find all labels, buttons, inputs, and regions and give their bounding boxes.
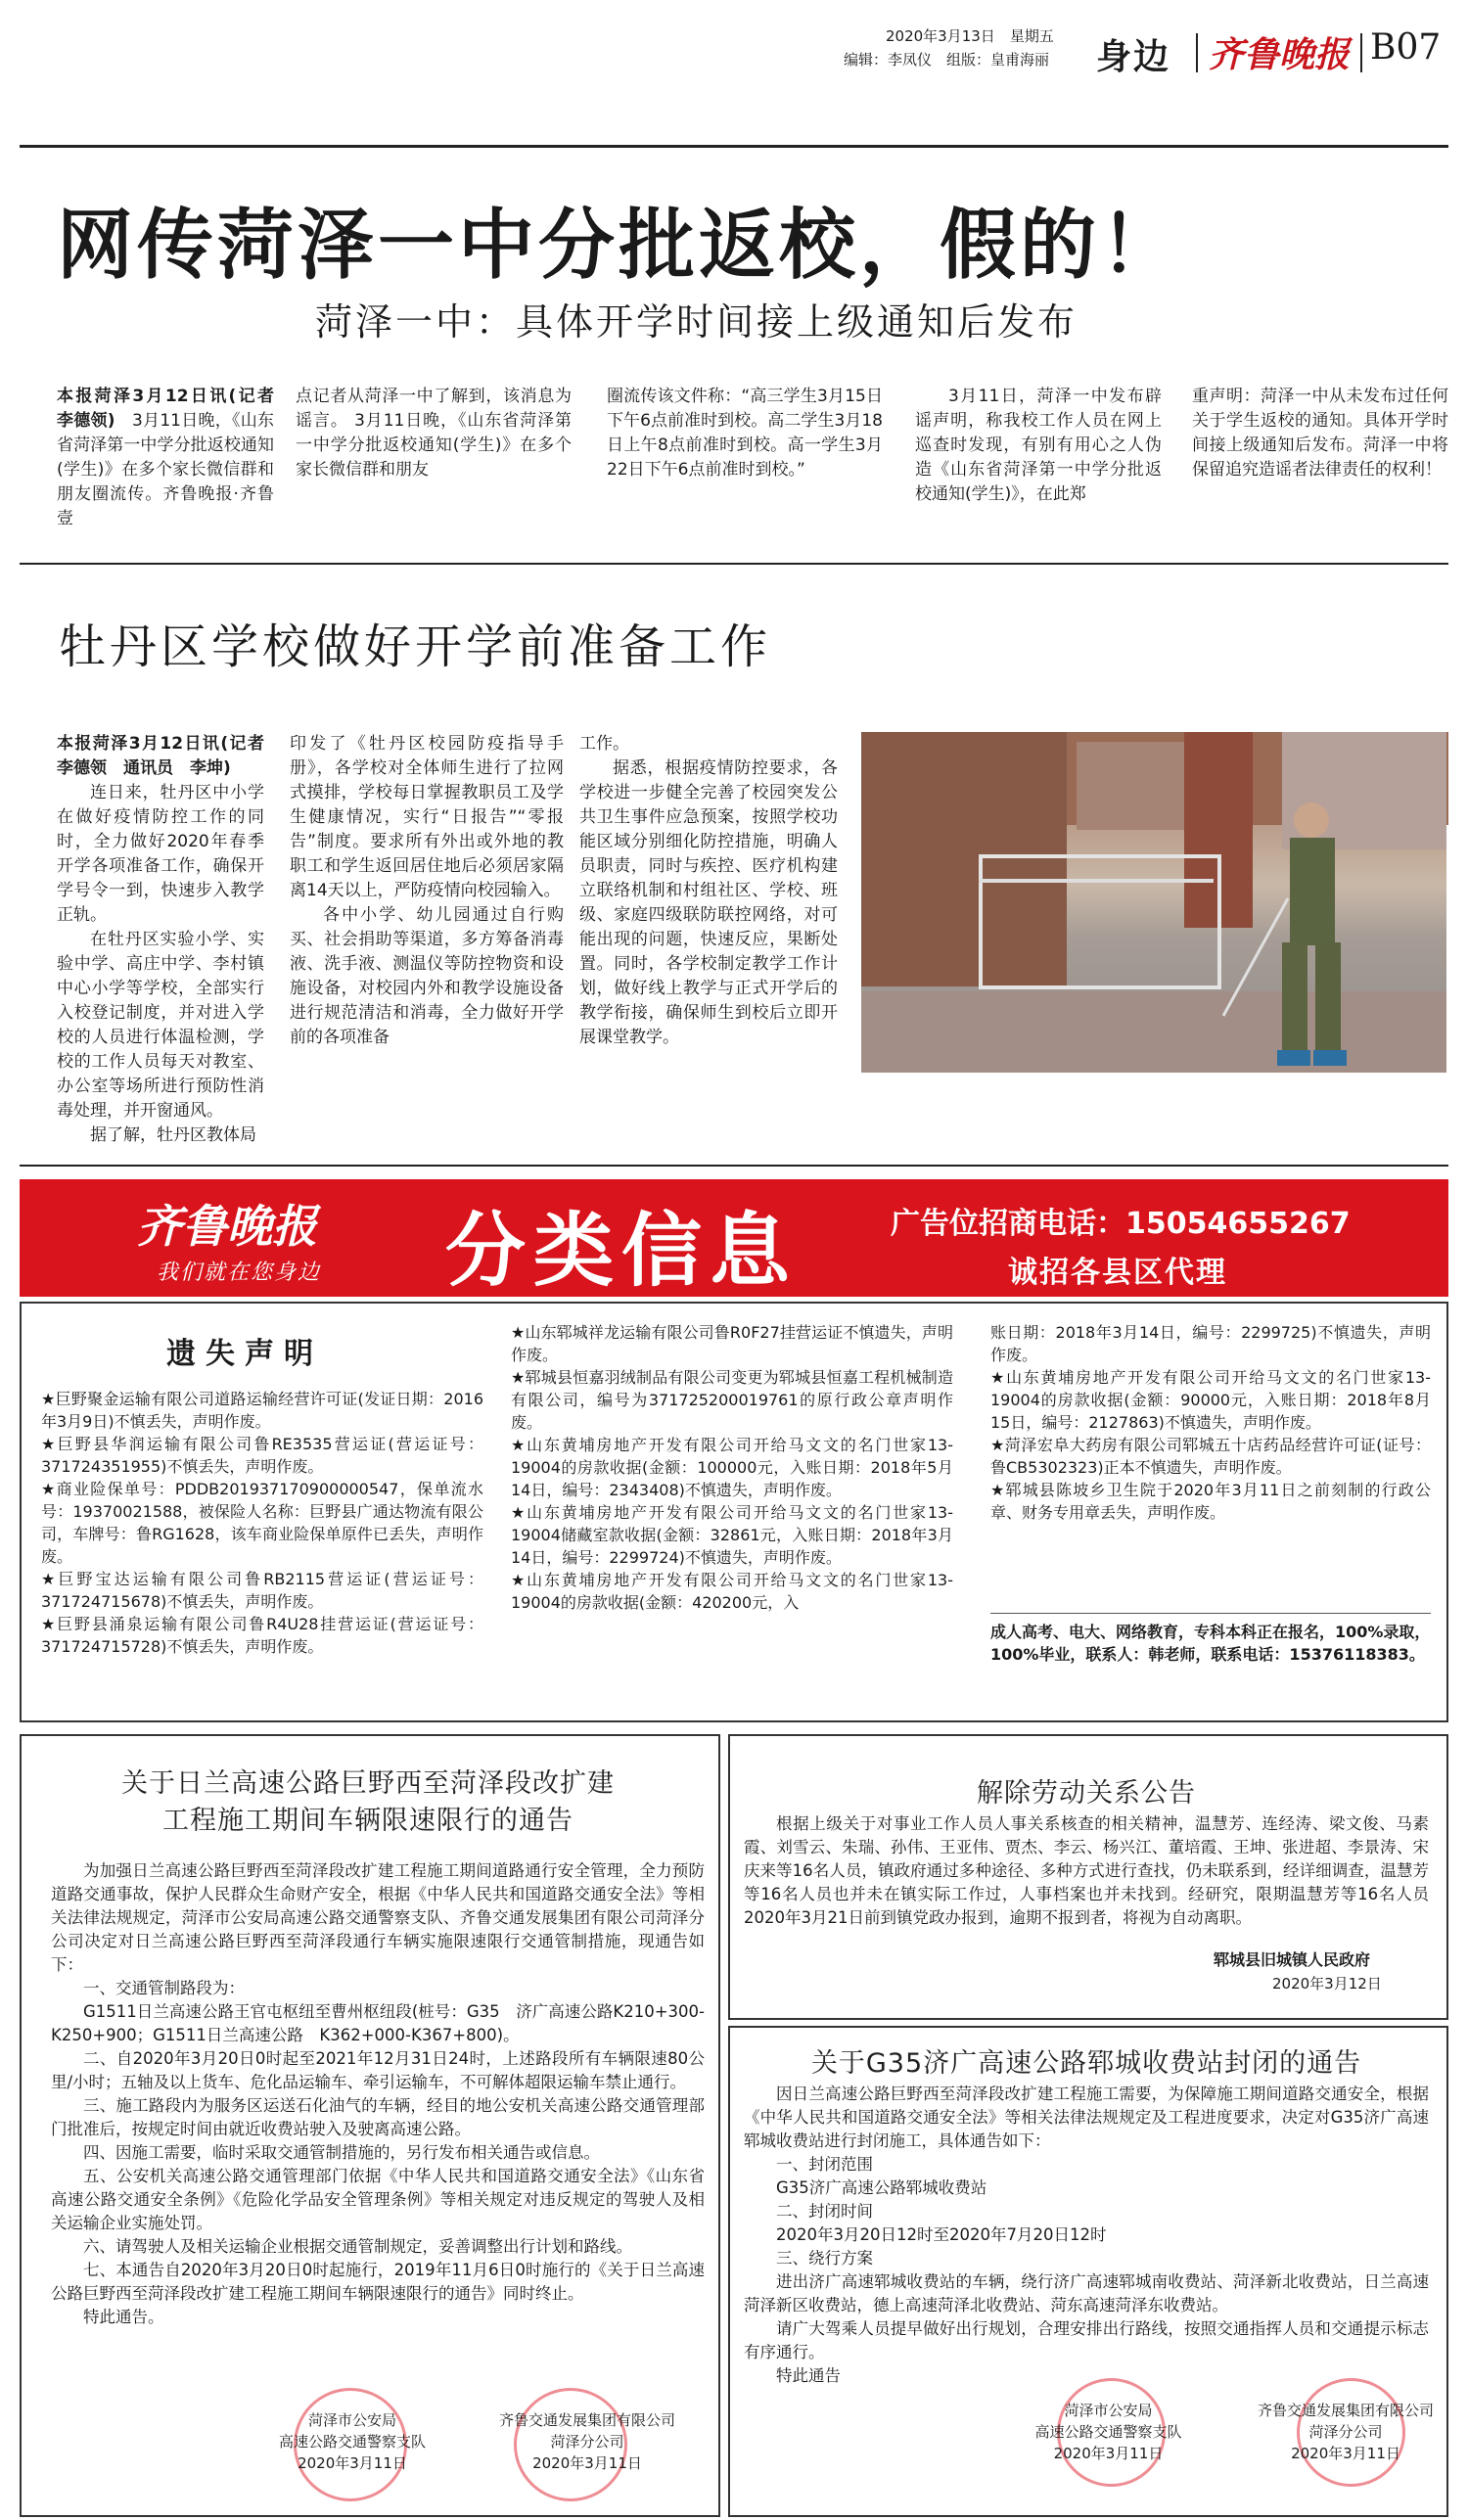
banner-slogan: 我们就在您身边 <box>157 1260 322 1285</box>
classified-banner <box>20 1179 1448 1297</box>
story1-column-3: 圈流传该文件称：“高三学生3月15日下午6点前准时到校。高二学生3月18日上午8点前准时到校。高一学生3月22日下午6点前准时到校。” <box>607 387 883 480</box>
masthead-rule <box>20 145 1448 148</box>
story2-headline: 牡丹区学校做好开学前准备工作 <box>59 619 772 674</box>
banner-logo: 齐鲁晚报 <box>137 1200 317 1253</box>
news-photo-disinfection <box>861 732 1446 1073</box>
notice2-signer: 郓城县旧城镇人民政府 <box>1214 1950 1371 1969</box>
worker-figure <box>1223 781 1380 1075</box>
notice1-signer-2: 齐鲁交通发展集团有限公司 菏泽分公司 2020年3月11日 <box>498 2411 675 2472</box>
story1-byline: 本报菏泽3月12日讯(记者 李德领) <box>57 387 291 431</box>
notice1-title-line2: 工程施工期间车辆限速限行的通告 <box>162 1806 573 1836</box>
story1-column-4: 3月11日，菏泽一中发布辟谣声明，称我校工作人员在网上巡查时发现，有别有用心之人伪造《山东省菏泽第一中学分批返校通知(学生)》，在此郑 <box>915 387 1162 504</box>
classified-column-2: ★山东郓城祥龙运输有限公司鲁R0F27挂营运证不慎遗失，声明作废。 ★郓城县恒嘉羽绒制品有限公司变更为郓城县恒嘉工程机械制造有限公司，编号为371725200019761的原行政公章声明作废。 ★山东黄埔房地产开发有限公司开给马文文的名门世家13-19004的房款收据(金额：100000元，入账日期：2018年5月14日，编号：2343408)不慎遗失，声明作废。 ★山东黄埔房地产开发有限公司开给马文文的名门世家13-19004储藏室款收据(金额：32861元，入账日期：2018年3月14日，编号：2299724)不慎遗失，声明作废。 ★山东黄埔房地产开发有限公司开给马文文的名门世家13-19004的房款收据(金额：420200元，入 <box>511 1323 953 1612</box>
notice3-title: 关于G35济广高速公路郓城收费站封闭的通告 <box>810 2048 1362 2079</box>
paper-logo: 齐鲁晚报 <box>1209 34 1351 75</box>
notice1-title-line1: 关于日兰高速公路巨野西至菏泽段改扩建 <box>121 1768 615 1799</box>
editor-credit: 编辑：李凤仪 组版：皇甫海丽 <box>844 51 1050 69</box>
classified-column-3: 账日期：2018年3月14日，编号：2299725)不慎遗失，声明作废。 ★山东黄埔房地产开发有限公司开给马文文的名门世家13-19004的房款收据(金额：90000元，入账日期：2018年8月15日，编号：2127863)不慎遗失，声明作废。 ★菏泽宏阜大药房有限公司郓城五十店药品经营许可证(证号：鲁CB5302323)正本不慎遗失，声明作废。 ★郓城县陈坡乡卫生院于2020年3月11日之前刻制的行政公章、财务专用章丢失，声明作废。 <box>990 1323 1431 1522</box>
banner-agent: 诚招各县区代理 <box>1008 1256 1227 1290</box>
story1-divider <box>20 563 1448 565</box>
notice3-signer-1: 菏泽市公安局 高速公路交通警察支队 2020年3月11日 <box>1034 2402 1182 2462</box>
story1-column-1: 本报菏泽3月12日讯(记者 李德领) 3月11日晚，《山东省菏泽第一中学分批返校通知(学生)》在多个家长微信群和朋友圈流传。齐鲁晚报·齐鲁壹 <box>57 387 291 528</box>
education-ad: 成人高考、电大、网络教育，专科本科正在报名，100%录取，100%毕业，联系人：韩老师，联系电话：15376118383。 <box>990 1623 1431 1664</box>
lost-notice-title: 遗失声明 <box>166 1337 323 1371</box>
story2-byline: 本报菏泽3月12日讯(记者 李德领 通讯员 李坤) <box>57 734 281 778</box>
notice3-signer-2: 齐鲁交通发展集团有限公司 菏泽分公司 2020年3月11日 <box>1257 2402 1434 2462</box>
banner-phone: 广告位招商电话：15054655267 <box>891 1207 1351 1241</box>
story1-column-2: 点记者从菏泽一中了解到，该消息为谣言。 3月11日晚，《山东省菏泽第一中学分批返校通知(学生)》在多个家长微信群和朋友 <box>296 387 572 480</box>
issue-date: 2020年3月13日 星期五 <box>886 27 1054 45</box>
notice2-date: 2020年3月12日 <box>1272 1975 1382 1993</box>
notice1-body: 为加强日兰高速公路巨野西至菏泽段改扩建工程施工期间道路通行安全管理，全力预防道路交通事故，保护人民群众生命财产安全，根据《中华人民共和国道路交通安全法》等相关法律法规规定，菏泽市公安局高速公路交通警察支队、齐鲁交通发展集团有限公司菏泽分公司决定对日兰高速公路巨野西至菏泽段通行车辆实施限速限行交通管制措施，现通告如下： 一、交通管制路段为： G1511日兰高速公路王官屯枢纽至曹州枢纽段(桩号：G35 济广高速公路K210+300-K250+900；G1511日兰高速公路 K362+000-K367+800)。 二、自2020年3月20日0时起至2021年12月31日24时，上述路段所有车辆限速80公里/小时；五轴及以上货车、危化品运输车、牵引运输车，不可解体超限运输车禁止通行。 三、施工路段内为服务区运送石化油气的车辆，经目的地公安机关高速公路交通管理部门批准后，按规定时间由就近收费站驶入及驶离高速公路。 四、因施工需要，临时采取交通管制措施的，另行发布相关通告或信息。 五、公安机关高速公路交通管理部门依据《中华人民共和国道路交通安全法》《山东省高速公路交通安全条例》《危险化学品安全管理条例》等相关规定对违反规定的驾驶人及相关运输企业实施处罚。 六、请驾驶人及相关运输企业根据交通管制规定，妥善调整出行计划和路线。 七、本通告自2020年3月20日0时起施行，2019年11月6日0时施行的《关于日兰高速公路巨野西至菏泽段改扩建工程施工期间车辆限速限行的通告》同时终止。 特此通告。 <box>51 1861 705 2326</box>
section-name: 身边 <box>1096 37 1171 77</box>
banner-title: 分类信息 <box>445 1205 799 1298</box>
classified-column-1: ★巨野聚金运输有限公司道路运输经营许可证(发证日期：2016年3月9日)不慎丢失，声明作废。 ★巨野县华润运输有限公司鲁RE3535营运证(营运证号：371724351955)不慎丢失，声明作废。 ★商业险保单号：PDDB201937170900000547，保单流水号：19370021588，被保险人名称：巨野县广通达物流有限公司，车牌号：鲁RG1628，该车商业险保单原件已丢失，声明作废。 ★巨野宝达运输有限公司鲁RB2115营运证(营运证号：371724715678)不慎丢失，声明作废。 ★巨野县涌泉运输有限公司鲁R4U28挂营运证(营运证号：371724715728)不慎丢失，声明作废。 <box>41 1390 483 1656</box>
notice2-title: 解除劳动关系公告 <box>977 1778 1196 1809</box>
notice3-body: 因日兰高速公路巨野西至菏泽段改扩建工程施工需要，为保障施工期间道路交通安全，根据《中华人民共和国道路交通安全法》等相关法律法规规定及工程进度要求，决定对G35济广高速郓城收费站进行封闭施工，具体通告如下： 一、封闭范围 G35济广高速公路郓城收费站 二、封闭时间 2020年3月20日12时至2020年7月20日12时 三、绕行方案 进出济广高速郓城收费站的车辆，绕行济广高速郓城南收费站、菏泽新北收费站，日兰高速菏泽新区收费站，德上高速菏泽北收费站、菏东高速菏泽东收费站。 请广大驾乘人员提早做好出行规划，合理安排出行路线，按照交通指挥人员和交通提示标志有序通行。 特此通告 <box>744 2085 1429 2385</box>
story1-headline: 网传菏泽一中分批返校，假的！ <box>57 202 1181 290</box>
notice1-signer-1: 菏泽市公安局 高速公路交通警察支队 2020年3月11日 <box>278 2411 426 2472</box>
story2-column-2: 印发了《牡丹区校园防疫指导手册》，各学校对全体师生进行了拉网式摸排，学校每日掌握教职员工及学生健康情况，实行“日报告”“零报告”制度。要求所有外出或外地的教职工和学生返回居住地后必须居家隔离14天以上，严防疫情向校园输入。 各中小学、幼儿园通过自行购买、社会捐助等渠道，多方筹备消毒液、洗手液、测温仪等防控物资和设施设备，对校园内外和教学设施设备进行规范清洁和消毒，全力做好开学前的各项准备 <box>290 734 564 1047</box>
story2-column-3: 工作。 据悉，根据疫情防控要求，各学校进一步健全完善了校园突发公共卫生事件应急预案，按照学校功能区域分别细化防控措施，明确人员职责，同时与疾控、医疗机构建立联络机制和村组社区、学校、班级、家庭四级联防联控网络，对可能出现的问题，快速反应，果断处置。同时，各学校制定教学工作计划，做好线上教学与正式开学后的教学衔接，确保师生到校后立即开展课堂教学。 <box>579 734 838 1047</box>
notice2-body: 根据上级关于对事业工作人员人事关系核查的相关精神，温慧芳、连经涛、梁文俊、马素霞、刘雪云、朱瑞、孙伟、王亚伟、贾杰、李云、杨兴江、董培霞、王坤、张进超、李景涛、宋庆来等16名人员，镇政府通过多种途径、多种方式进行查找，仍未联系到，经详细调查，温慧芳等16名人员也并未在镇实际工作过，人事档案也并未找到。经研究，限期温慧芳等16名人员2020年3月21日前到镇党政办报到，逾期不报到者，将视为自动离职。 <box>744 1814 1429 1927</box>
story2-column-1: 本报菏泽3月12日讯(记者 李德领 通讯员 李坤) 连日来，牡丹区中小学在做好疫情防控工作的同时，全力做好2020年春季开学各项准备工作，确保开学号令一到，快速步入教学正轨。 在牡丹区实验小学、实验中学、高庄中学、李村镇中心小学等学校，全部实行入校登记制度，并对进入学校的人员进行体温检测，学校的工作人员每天对教室、办公室等场所进行预防性消毒处理，并开窗通风。 据了解，牡丹区教体局 <box>57 734 281 1145</box>
page-number: B07 <box>1370 27 1442 68</box>
story1-subhead: 菏泽一中：具体开学时间接上级通知后发布 <box>315 300 1078 344</box>
story1-column-5: 重声明：菏泽一中从未发布过任何关于学生返校的通知。具体开学时间接上级通知后发布。菏泽一中将保留追究造谣者法律责任的权利！ <box>1192 387 1448 480</box>
story2-divider <box>20 1165 1448 1167</box>
